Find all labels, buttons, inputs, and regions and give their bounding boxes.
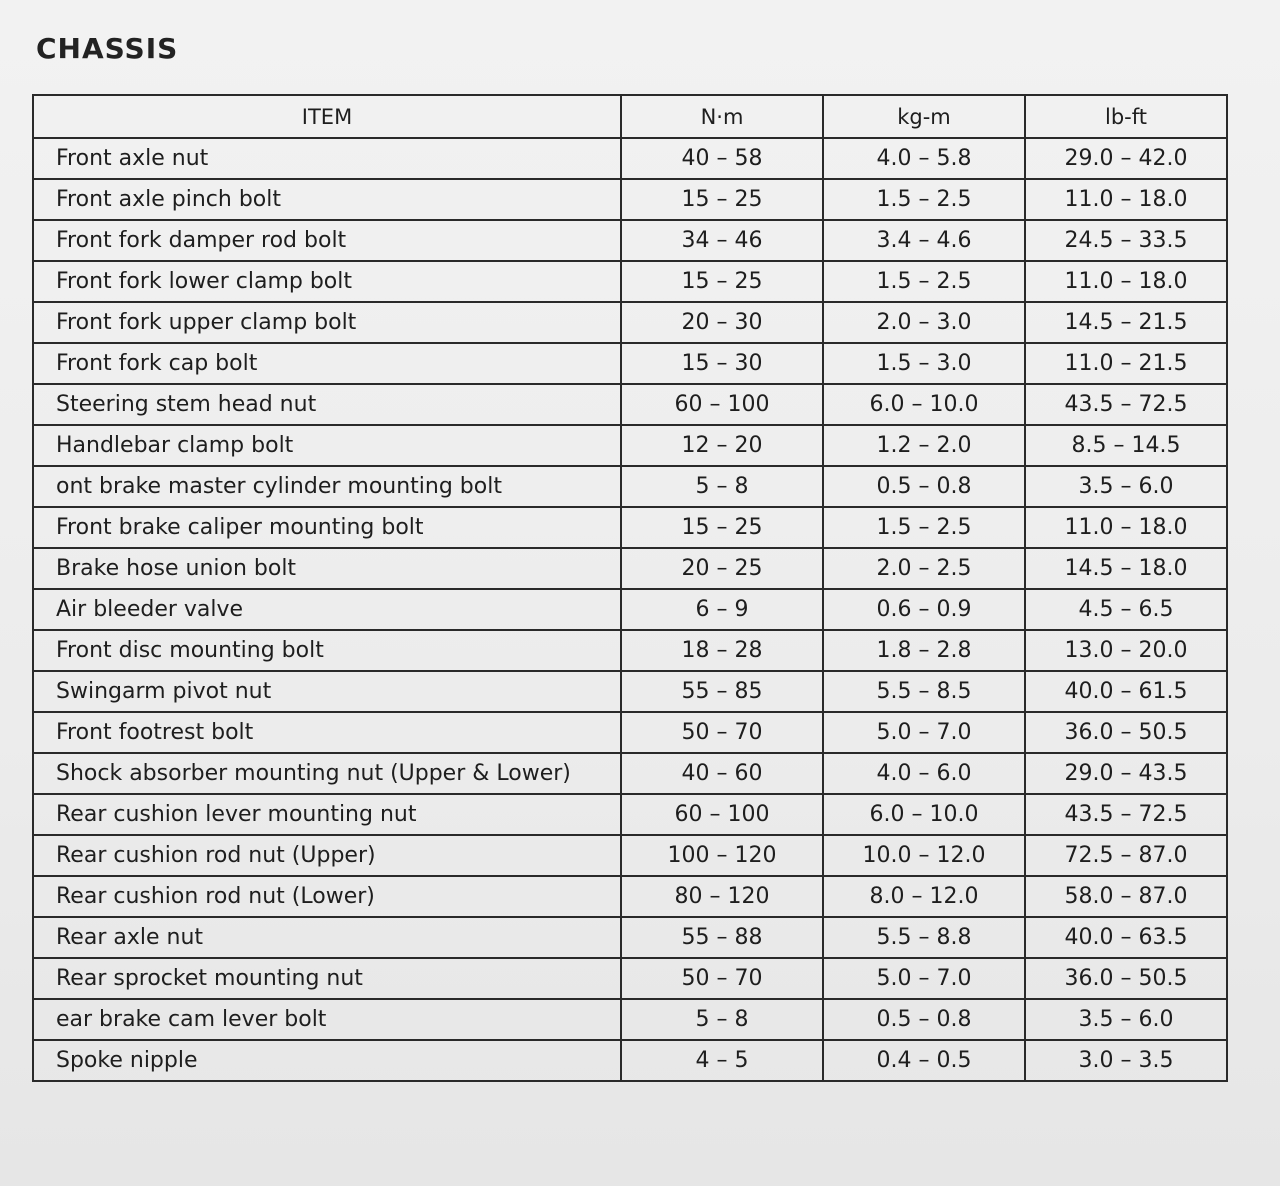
table-row — [33, 876, 1227, 917]
kgm-cell: 0.5 – 0.8 — [823, 466, 1025, 507]
lbft-cell: 14.5 – 18.0 — [1025, 548, 1227, 589]
table-row — [33, 138, 1227, 179]
item-cell: Shock absorber mounting nut (Upper & Lower) — [33, 753, 621, 794]
nm-cell: 20 – 30 — [621, 302, 823, 343]
lbft-cell: 36.0 – 50.5 — [1025, 712, 1227, 753]
section-title: CHASSIS — [36, 32, 179, 65]
kgm-cell: 1.5 – 3.0 — [823, 343, 1025, 384]
nm-cell: 15 – 25 — [621, 507, 823, 548]
item-cell: Front axle nut — [33, 138, 621, 179]
item-cell: Handlebar clamp bolt — [33, 425, 621, 466]
table-row — [33, 958, 1227, 999]
lbft-cell: 14.5 – 21.5 — [1025, 302, 1227, 343]
lbft-cell: 4.5 – 6.5 — [1025, 589, 1227, 630]
table-row — [33, 507, 1227, 548]
nm-cell: 50 – 70 — [621, 712, 823, 753]
lbft-cell: 8.5 – 14.5 — [1025, 425, 1227, 466]
lbft-cell: 3.5 – 6.0 — [1025, 999, 1227, 1040]
item-cell: Front fork damper rod bolt — [33, 220, 621, 261]
nm-cell: 100 – 120 — [621, 835, 823, 876]
item-cell: ont brake master cylinder mounting bolt — [33, 466, 621, 507]
kgm-cell: 6.0 – 10.0 — [823, 384, 1025, 425]
table-row — [33, 794, 1227, 835]
nm-cell: 4 – 5 — [621, 1040, 823, 1081]
torque-spec-table — [32, 94, 1228, 1082]
lbft-cell: 3.0 – 3.5 — [1025, 1040, 1227, 1081]
kgm-cell: 0.5 – 0.8 — [823, 999, 1025, 1040]
lbft-cell: 11.0 – 18.0 — [1025, 179, 1227, 220]
kgm-cell: 0.6 – 0.9 — [823, 589, 1025, 630]
table-row — [33, 999, 1227, 1040]
item-cell: Front disc mounting bolt — [33, 630, 621, 671]
item-cell: Brake hose union bolt — [33, 548, 621, 589]
nm-cell: 15 – 30 — [621, 343, 823, 384]
table-row — [33, 630, 1227, 671]
item-cell: Rear cushion rod nut (Upper) — [33, 835, 621, 876]
item-cell: Front fork lower clamp bolt — [33, 261, 621, 302]
lbft-cell: 58.0 – 87.0 — [1025, 876, 1227, 917]
nm-cell: 60 – 100 — [621, 794, 823, 835]
lbft-cell: 43.5 – 72.5 — [1025, 384, 1227, 425]
kgm-cell: 0.4 – 0.5 — [823, 1040, 1025, 1081]
lbft-cell: 40.0 – 61.5 — [1025, 671, 1227, 712]
nm-cell: 5 – 8 — [621, 466, 823, 507]
lbft-cell: 13.0 – 20.0 — [1025, 630, 1227, 671]
kgm-cell: 5.5 – 8.8 — [823, 917, 1025, 958]
table-row — [33, 302, 1227, 343]
kgm-cell: 4.0 – 5.8 — [823, 138, 1025, 179]
item-cell: Front brake caliper mounting bolt — [33, 507, 621, 548]
kgm-cell: 1.5 – 2.5 — [823, 507, 1025, 548]
nm-cell: 5 – 8 — [621, 999, 823, 1040]
item-cell: Swingarm pivot nut — [33, 671, 621, 712]
nm-cell: 12 – 20 — [621, 425, 823, 466]
nm-cell: 6 – 9 — [621, 589, 823, 630]
kgm-cell: 5.0 – 7.0 — [823, 712, 1025, 753]
lbft-cell: 43.5 – 72.5 — [1025, 794, 1227, 835]
item-cell: Air bleeder valve — [33, 589, 621, 630]
item-cell: Steering stem head nut — [33, 384, 621, 425]
kgm-cell: 5.0 – 7.0 — [823, 958, 1025, 999]
lbft-cell: 40.0 – 63.5 — [1025, 917, 1227, 958]
item-cell: Front fork cap bolt — [33, 343, 621, 384]
table-row — [33, 835, 1227, 876]
table-row — [33, 548, 1227, 589]
table-row — [33, 343, 1227, 384]
kgm-cell: 8.0 – 12.0 — [823, 876, 1025, 917]
lbft-cell: 11.0 – 18.0 — [1025, 261, 1227, 302]
item-cell: ear brake cam lever bolt — [33, 999, 621, 1040]
lbft-cell: 24.5 – 33.5 — [1025, 220, 1227, 261]
table-row — [33, 917, 1227, 958]
column-header-item: ITEM — [33, 95, 621, 138]
table-row — [33, 179, 1227, 220]
kgm-cell: 1.5 – 2.5 — [823, 179, 1025, 220]
table-row — [33, 589, 1227, 630]
item-cell: Rear cushion rod nut (Lower) — [33, 876, 621, 917]
table-header-row — [33, 95, 1227, 138]
kgm-cell: 4.0 – 6.0 — [823, 753, 1025, 794]
table-row — [33, 712, 1227, 753]
lbft-cell: 11.0 – 21.5 — [1025, 343, 1227, 384]
kgm-cell: 5.5 – 8.5 — [823, 671, 1025, 712]
kgm-cell: 3.4 – 4.6 — [823, 220, 1025, 261]
item-cell: Spoke nipple — [33, 1040, 621, 1081]
item-cell: Rear axle nut — [33, 917, 621, 958]
nm-cell: 34 – 46 — [621, 220, 823, 261]
nm-cell: 20 – 25 — [621, 548, 823, 589]
item-cell: Front footrest bolt — [33, 712, 621, 753]
lbft-cell: 3.5 – 6.0 — [1025, 466, 1227, 507]
item-cell: Rear cushion lever mounting nut — [33, 794, 621, 835]
kgm-cell: 2.0 – 2.5 — [823, 548, 1025, 589]
table-row — [33, 671, 1227, 712]
kgm-cell: 1.2 – 2.0 — [823, 425, 1025, 466]
kgm-cell: 1.5 – 2.5 — [823, 261, 1025, 302]
nm-cell: 40 – 58 — [621, 138, 823, 179]
nm-cell: 80 – 120 — [621, 876, 823, 917]
nm-cell: 60 – 100 — [621, 384, 823, 425]
lbft-cell: 72.5 – 87.0 — [1025, 835, 1227, 876]
lbft-cell: 29.0 – 43.5 — [1025, 753, 1227, 794]
table-row — [33, 261, 1227, 302]
item-cell: Rear sprocket mounting nut — [33, 958, 621, 999]
nm-cell: 55 – 88 — [621, 917, 823, 958]
nm-cell: 18 – 28 — [621, 630, 823, 671]
table-row — [33, 384, 1227, 425]
item-cell: Front fork upper clamp bolt — [33, 302, 621, 343]
column-header-kgm: kg-m — [823, 95, 1025, 138]
table-row — [33, 425, 1227, 466]
nm-cell: 50 – 70 — [621, 958, 823, 999]
nm-cell: 55 – 85 — [621, 671, 823, 712]
column-header-lbft: lb-ft — [1025, 95, 1227, 138]
lbft-cell: 36.0 – 50.5 — [1025, 958, 1227, 999]
kgm-cell: 6.0 – 10.0 — [823, 794, 1025, 835]
table-row — [33, 1040, 1227, 1081]
kgm-cell: 1.8 – 2.8 — [823, 630, 1025, 671]
table-row — [33, 220, 1227, 261]
table-row — [33, 466, 1227, 507]
column-header-nm: N·m — [621, 95, 823, 138]
nm-cell: 40 – 60 — [621, 753, 823, 794]
nm-cell: 15 – 25 — [621, 261, 823, 302]
table-row — [33, 753, 1227, 794]
nm-cell: 15 – 25 — [621, 179, 823, 220]
item-cell: Front axle pinch bolt — [33, 179, 621, 220]
kgm-cell: 2.0 – 3.0 — [823, 302, 1025, 343]
kgm-cell: 10.0 – 12.0 — [823, 835, 1025, 876]
lbft-cell: 11.0 – 18.0 — [1025, 507, 1227, 548]
lbft-cell: 29.0 – 42.0 — [1025, 138, 1227, 179]
